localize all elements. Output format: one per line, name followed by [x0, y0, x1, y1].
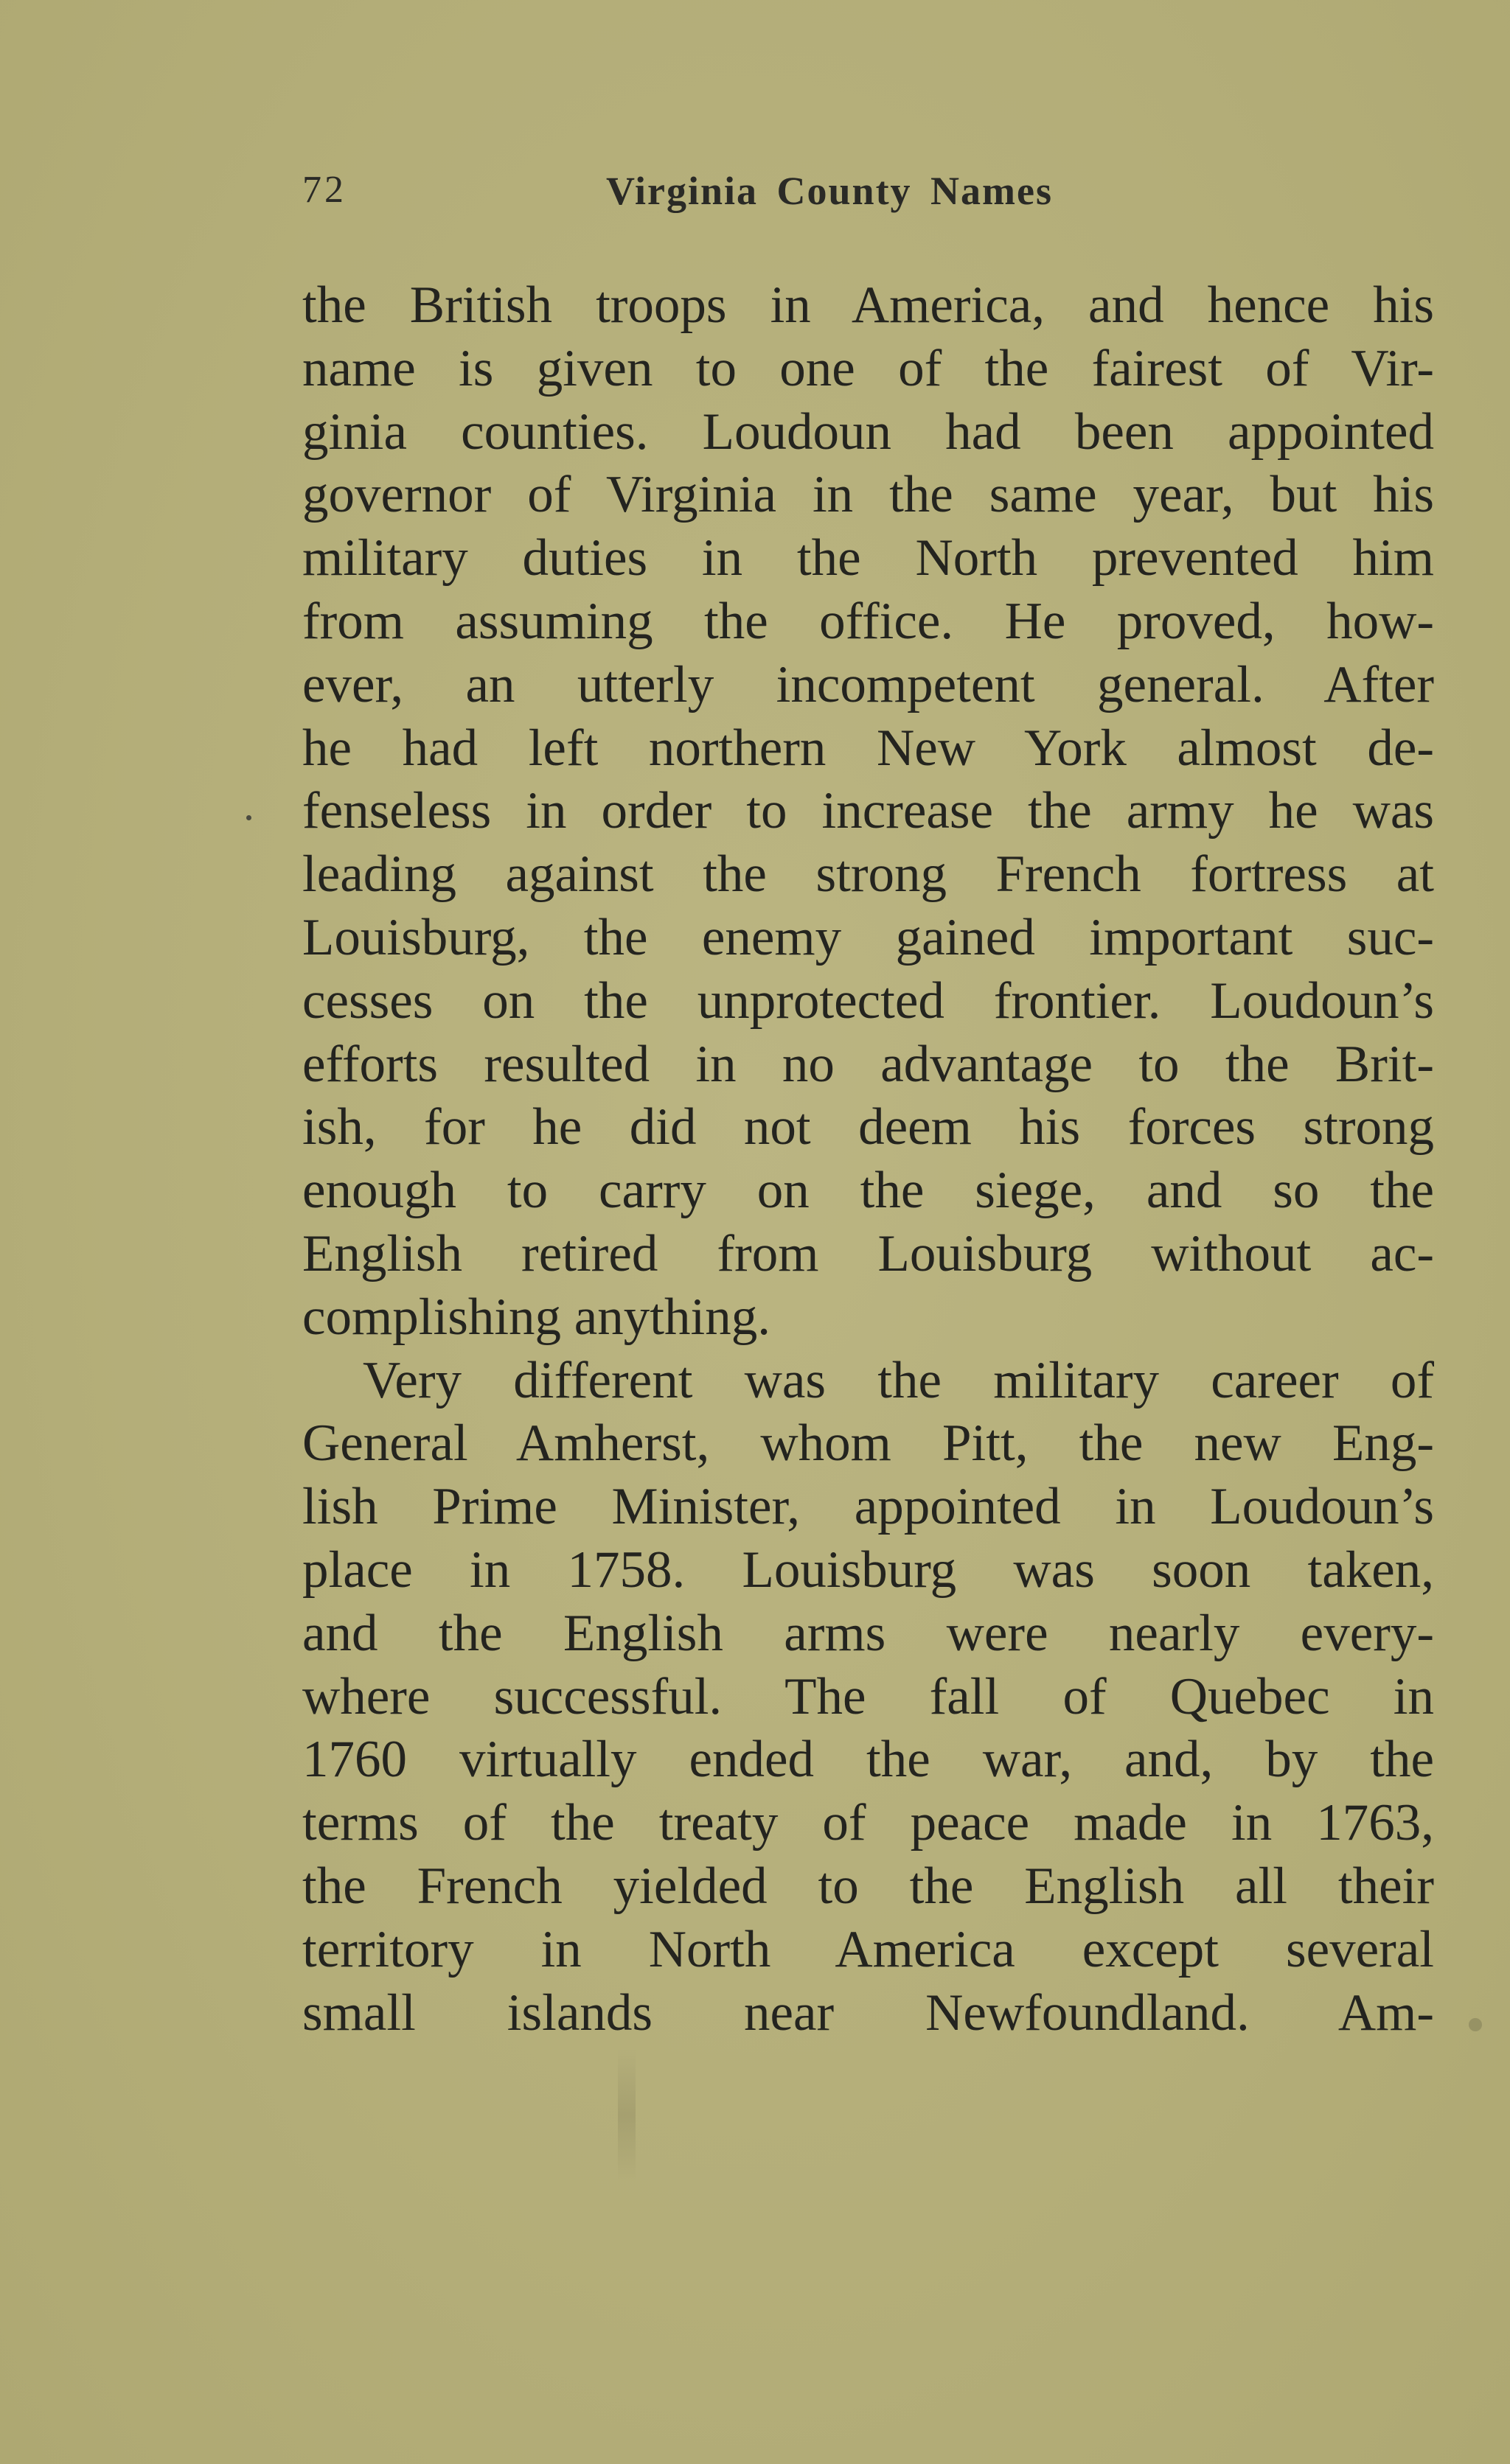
- page-number: 72: [302, 169, 347, 211]
- book-title: Virginia County Names: [606, 169, 1054, 213]
- text-line: Louisburg, the enemy gained important suc-: [302, 908, 1434, 966]
- text-line: efforts resulted in no advantage to the Brit-: [302, 1035, 1434, 1093]
- margin-mark: [246, 815, 251, 820]
- text-line: terms of the treaty of peace made in 1763,: [302, 1794, 1434, 1852]
- text-line: Very different was the military career of: [363, 1351, 1434, 1409]
- text-line: lish Prime Minister, appointed in Loudoun’s: [302, 1478, 1434, 1536]
- text-line: and the English arms were nearly every-: [302, 1604, 1434, 1662]
- text-line: the French yielded to the English all their: [302, 1857, 1434, 1915]
- text-line: enough to carry on the siege, and so the: [302, 1162, 1434, 1220]
- running-head: [302, 168, 1434, 227]
- text-line: the British troops in America, and hence his: [302, 276, 1434, 334]
- text-line: English retired from Louisburg without ac-: [302, 1224, 1434, 1282]
- text-line: leading against the strong French fortress at: [302, 845, 1434, 904]
- body-text: [302, 274, 1434, 2045]
- text-line: place in 1758. Louisburg was soon taken,: [302, 1540, 1434, 1599]
- text-line: from assuming the office. He proved, how-: [302, 592, 1434, 650]
- text-line: General Amherst, whom Pitt, the new Eng-: [302, 1414, 1434, 1473]
- text-line: territory in North America except several: [302, 1920, 1434, 1978]
- text-line: 1760 virtually ended the war, and, by the: [302, 1731, 1434, 1789]
- text-line: ever, an utterly incompetent general. After: [302, 655, 1434, 713]
- text-line: ish, for he did not deem his forces strong: [302, 1098, 1434, 1156]
- paper-shadow: [618, 2049, 636, 2182]
- text-line: fenseless in order to increase the army he was: [302, 782, 1434, 840]
- text-line: complishing anything.: [302, 1288, 771, 1346]
- paper-speck: [1469, 2018, 1482, 2031]
- text-line: small islands near Newfoundland. Am-: [302, 1983, 1434, 2042]
- text-line: name is given to one of the fairest of Vir-: [302, 339, 1434, 397]
- text-line: ginia counties. Loudoun had been appointed: [302, 402, 1434, 461]
- text-line: he had left northern New York almost de-: [302, 719, 1434, 777]
- text-line: cesses on the unprotected frontier. Loudoun’s: [302, 971, 1434, 1030]
- text-line: military duties in the North prevented him: [302, 529, 1434, 587]
- text-line: where successful. The fall of Quebec in: [302, 1667, 1434, 1725]
- text-line: governor of Virginia in the same year, but his: [302, 466, 1434, 524]
